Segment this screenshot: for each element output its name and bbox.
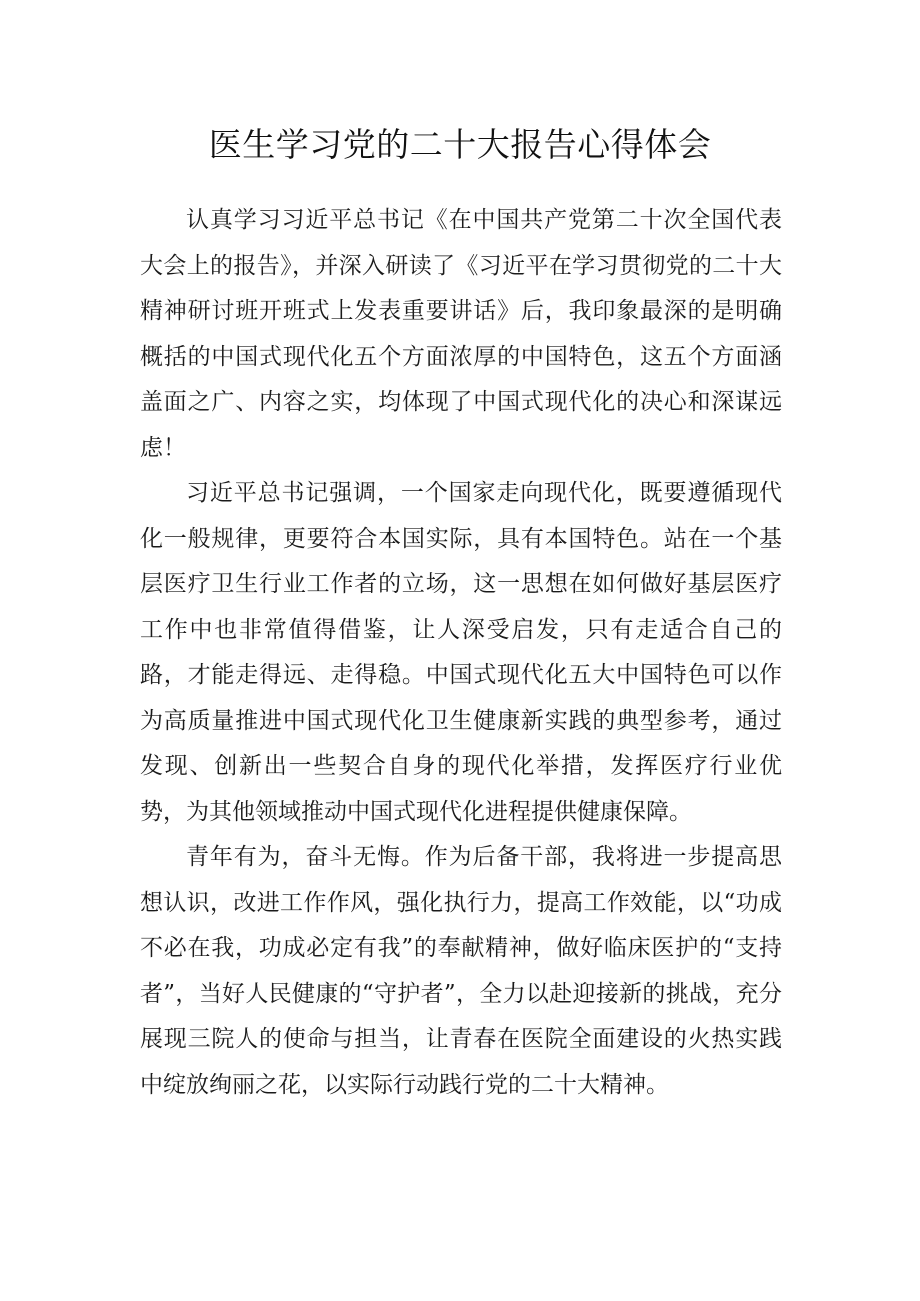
document-title: 医生学习党的二十大报告心得体会 — [208, 125, 712, 164]
document-body — [140, 198, 782, 1108]
paragraph-1: 认真学习习近平总书记《在中国共产党第二十次全国代表大会上的报告》，并深入研读了《习近平在学习贯彻党的二十大精神研讨班开班式上发表重要讲话》后，我印象最深的是明确概括的中国式现代化五个方面浓厚的中国特色，这五个方面涵盖面之广、内容之实，均体现了中国式现代化的决心和深谋远虑！ — [140, 207, 782, 461]
paragraph-2: 习近平总书记强调，一个国家走向现代化，既要遵循现代化一般规律，更要符合本国实际，具有本国特色。站在一个基层医疗卫生行业工作者的立场，这一思想在如何做好基层医疗工作中也非常值得借鉴，让人深受启发，只有走适合自己的路，才能走得远、走得稳。中国式现代化五大中国特色可以作为高质量推进中国式现代化卫生健康新实践的典型参考，通过发现、创新出一些契合自身的现代化举措，发挥医疗行业优势，为其他领域推动中国式现代化进程提供健康保障。 — [140, 480, 782, 825]
paragraph-3: 青年有为，奋斗无悔。作为后备干部，我将进一步提高思想认识，改进工作作风，强化执行力，提高工作效能，以“功成不必在我，功成必定有我”的奉献精神，做好临床医护的“支持者”，当好人民健康的“守护者”，全力以赴迎接新的挑战，充分展现三院人的使命与担当，让青春在医院全面建设的火热实践中绽放绚丽之花，以实际行动践行党的二十大精神。 — [140, 844, 782, 1098]
